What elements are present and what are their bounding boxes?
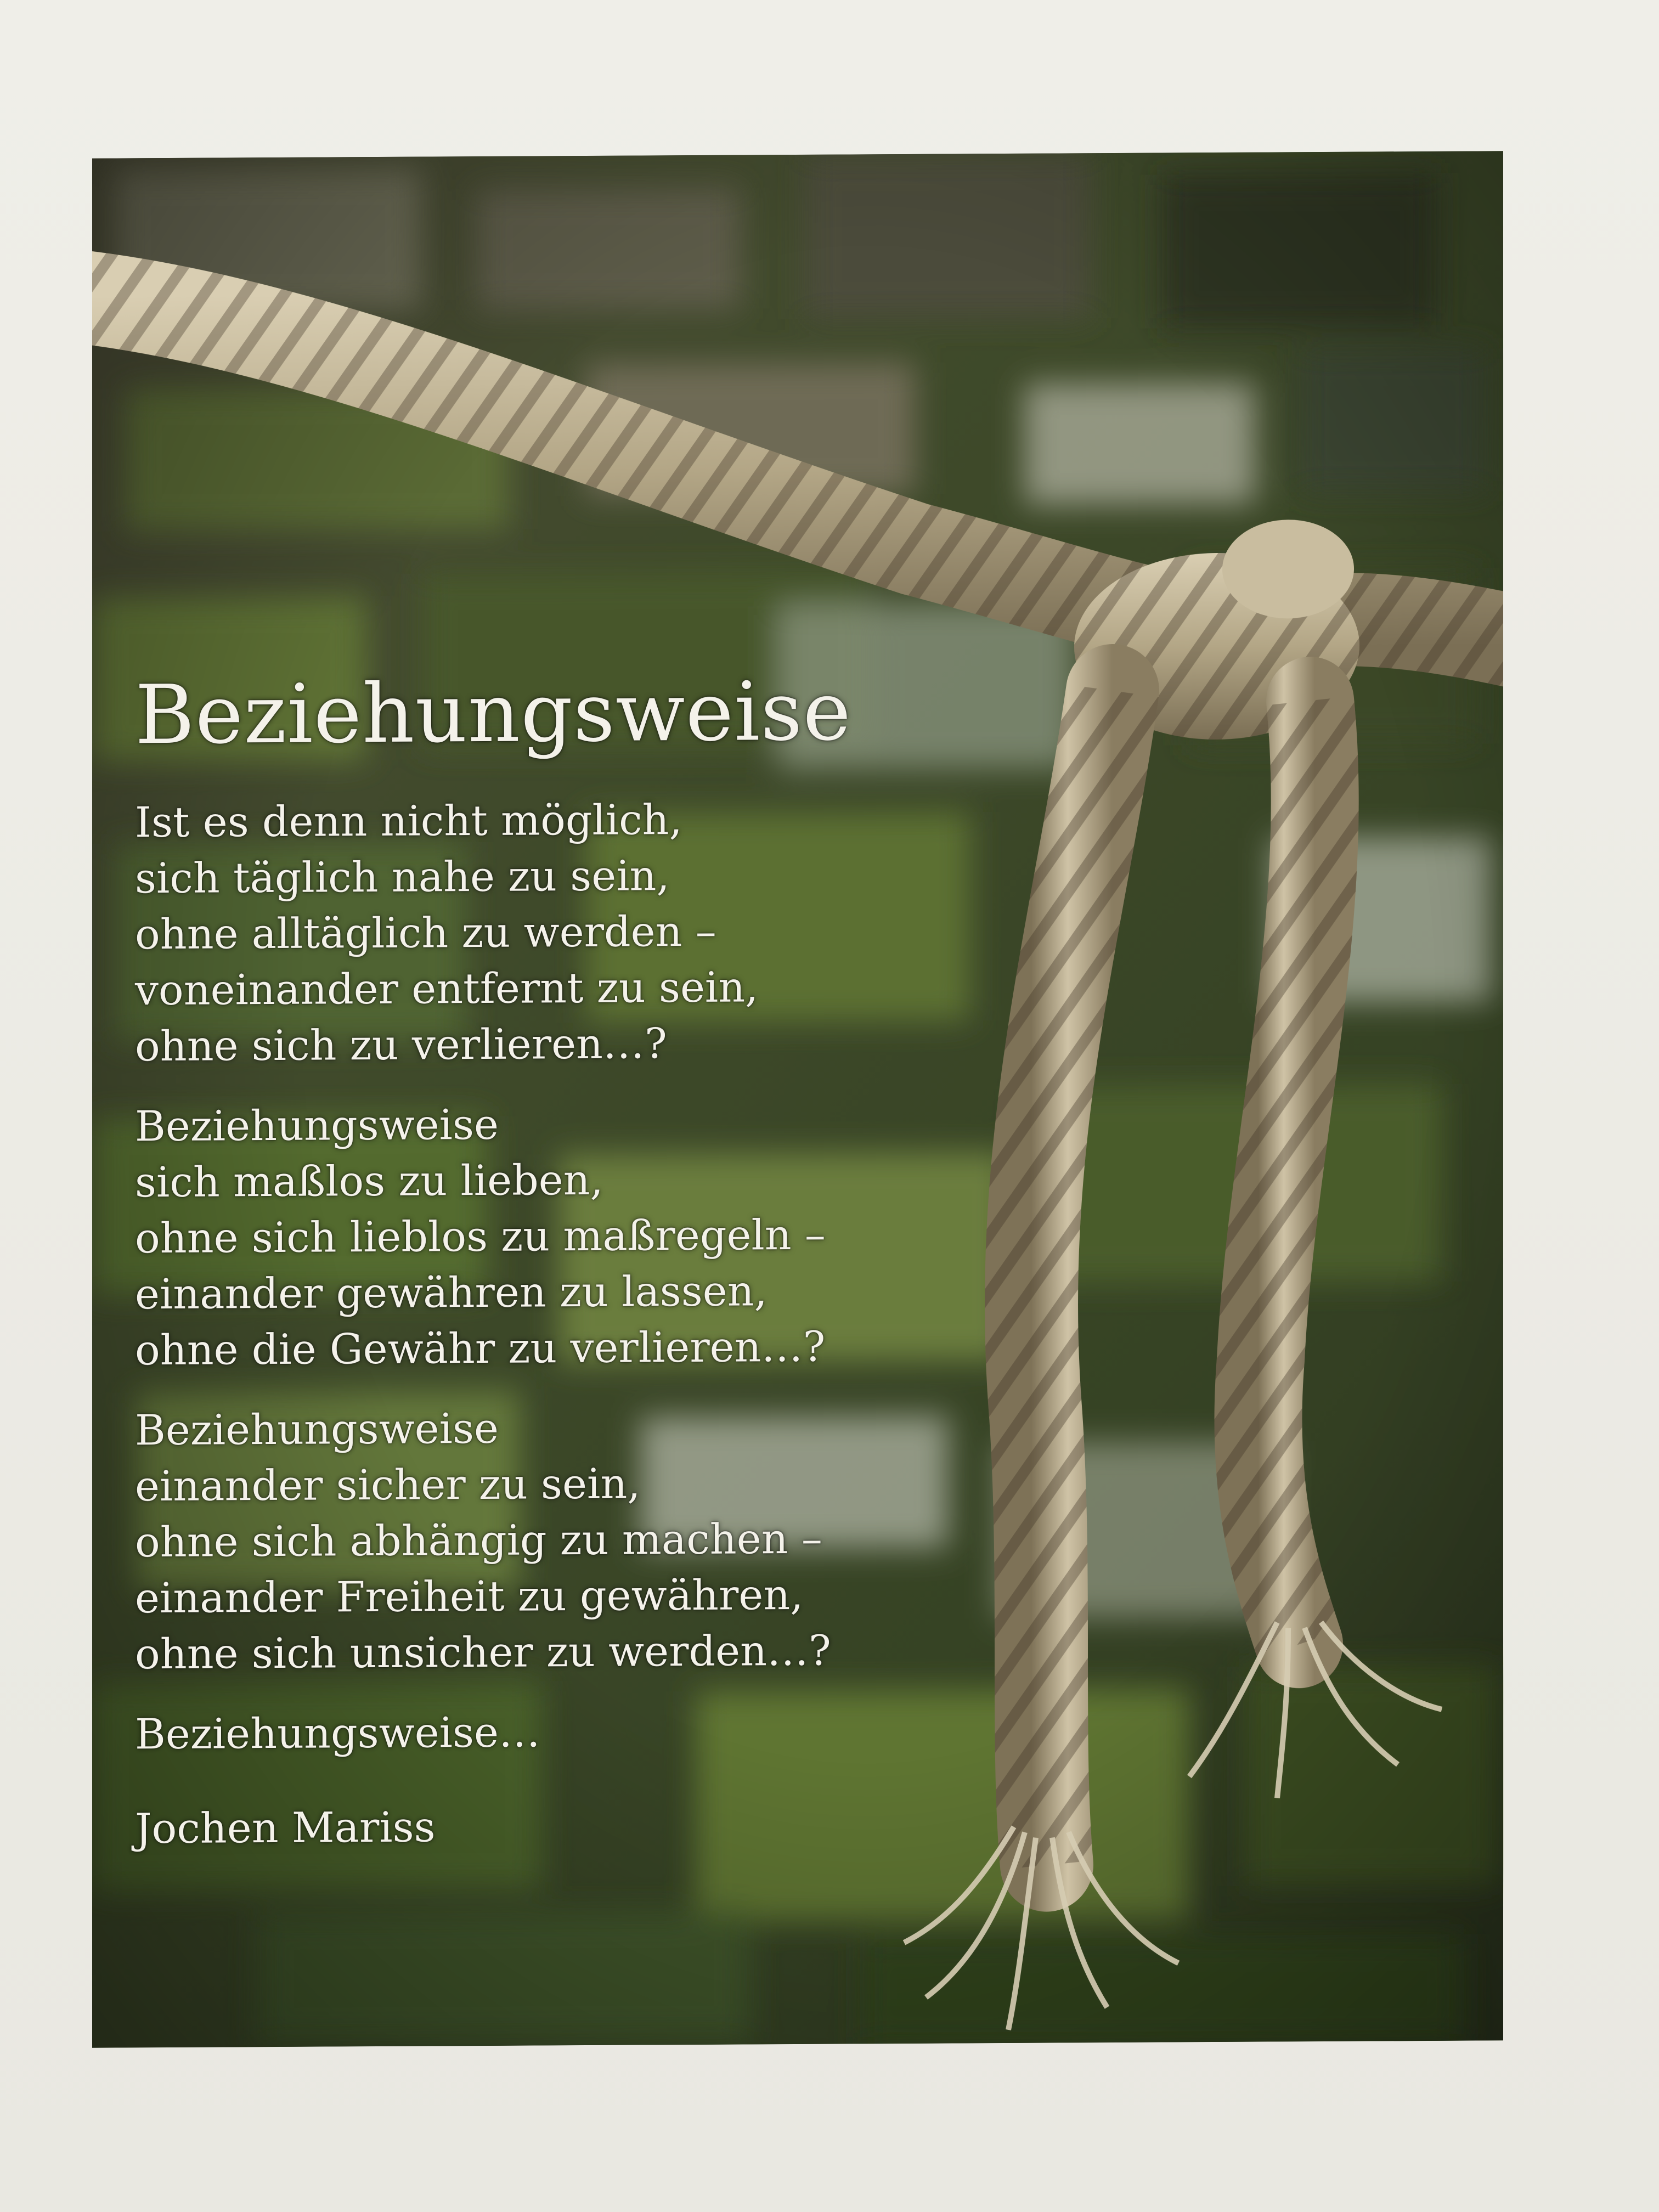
poem-line: Ist es denn nicht möglich, bbox=[135, 795, 682, 847]
stanza-2 bbox=[135, 1093, 1068, 1378]
stanza-1 bbox=[135, 789, 1068, 1074]
poem-line: sich maßlos zu lieben, bbox=[135, 1155, 603, 1207]
rope-knot-photo bbox=[92, 151, 1503, 2047]
poem-line: ohne alltäglich zu werden – bbox=[135, 906, 716, 959]
poem bbox=[135, 663, 1068, 1857]
stanza-4 bbox=[135, 1701, 1068, 1762]
poem-line: ohne sich zu verlieren…? bbox=[135, 1019, 667, 1071]
poem-line: Beziehungsweise bbox=[135, 1099, 499, 1151]
poem-line: ohne sich abhängig zu machen – bbox=[135, 1514, 822, 1567]
poem-line: Beziehungsweise… bbox=[135, 1707, 540, 1759]
poem-line: ohne die Gewähr zu verlieren…? bbox=[135, 1322, 826, 1375]
poem-author: Jochen Mariss bbox=[135, 1802, 436, 1853]
poem-line: einander Freiheit zu gewähren, bbox=[135, 1570, 804, 1623]
poem-line: voneinander entfernt zu sein, bbox=[135, 962, 759, 1015]
stanza-3 bbox=[135, 1397, 1068, 1682]
poem-line: sich täglich nahe zu sein, bbox=[135, 851, 670, 903]
poem-line: einander gewähren zu lassen, bbox=[135, 1266, 768, 1319]
poem-title: Beziehungsweise bbox=[135, 664, 852, 763]
poem-line: einander sicher zu sein, bbox=[135, 1459, 641, 1511]
poem-line: Beziehungsweise bbox=[135, 1403, 499, 1455]
poem-line: ohne sich unsicher zu werden…? bbox=[135, 1626, 831, 1679]
poem-line: ohne sich lieblos zu maßregeln – bbox=[135, 1210, 826, 1263]
